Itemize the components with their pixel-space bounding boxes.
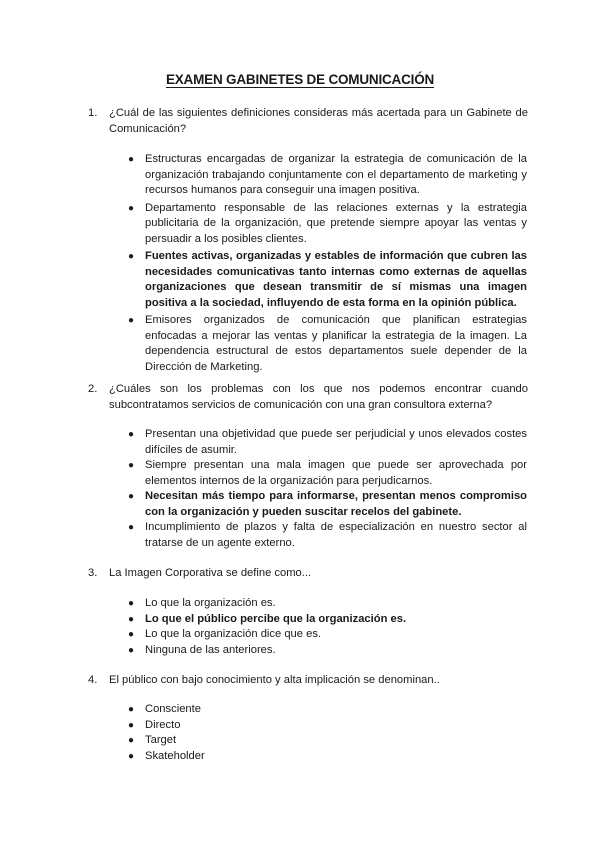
question-2 [88,381,528,413]
question-1-options [128,152,527,375]
question-3-options [128,596,527,658]
question-number: 4. [88,674,98,686]
option-text: Directo [145,718,181,731]
option-text: Presentan una objetividad que puede ser perjudicial y unos elevados costes difíciles de asumir. [145,428,527,456]
bullet-icon: ● [128,719,135,731]
question-4-options [128,702,527,764]
bullet-icon: ● [128,613,135,625]
bullet-icon: ● [128,251,135,262]
bullet-icon: ● [128,644,135,656]
option-text: Siempre presentan una mala imagen que puede ser aprovechada por elementos internos de la organización para perjudicarnos. [145,459,527,487]
bullet-icon: ● [128,491,135,502]
option-item [128,458,527,489]
option-item [128,596,527,612]
bullet-icon: ● [128,202,135,214]
question-number: 1. [88,107,98,119]
option-text: Fuentes activas, organizadas y estables de información que cubren las necesidades comunicativas tanto internas como externas de aquellas organizaciones que desean transmitir de sí mismas una imagen positiva a la sociedad, influyendo de esta forma en la opinión pública. [145,250,527,309]
option-item-correct [128,612,527,628]
option-text: Estructuras encargadas de organizar la estrategia de comunicación de la organización trabajando conjuntamente con el departamento de marketing y recursos humanos para conseguir una imagen positiva. [145,153,527,196]
option-text: Lo que el público percibe que la organización es. [145,612,407,625]
option-item [128,427,527,458]
question-1 [88,105,528,137]
bullet-icon: ● [128,522,135,533]
option-text: Necesitan más tiempo para informarse, presentan menos compromiso con la organización y pueden suscitar recelos del gabinete. [145,490,527,518]
option-item [128,749,527,765]
option-item [128,520,527,551]
option-item-correct [128,489,527,520]
option-text: Lo que la organización es. [145,597,276,609]
option-text: Incumplimiento de plazos y falta de especialización en nuestro sector al tratarse de un agente externo. [145,521,527,549]
bullet-icon: ● [128,598,135,609]
exam-title [0,72,600,87]
question-4 [88,672,528,688]
option-text: Ninguna de las anteriores. [145,643,276,656]
option-item [128,643,527,659]
bullet-icon: ● [128,154,135,165]
bullet-icon: ● [128,629,135,640]
option-item-correct [128,249,527,311]
exam-title-text: EXAMEN GABINETES DE COMUNICACIÓN [165,72,435,87]
option-text: Skateholder [145,749,205,762]
option-item [128,733,527,749]
option-text: Lo que la organización dice que es. [145,628,322,640]
option-item [128,152,527,199]
question-3 [88,565,528,581]
question-text: El público con bajo conocimiento y alta implicación se denominan.. [109,674,440,686]
option-text: Target [145,734,177,746]
bullet-icon: ● [128,429,135,440]
option-item [128,627,527,643]
question-text: ¿Cuál de las siguientes definiciones consideras más acertada para un Gabinete de Comunicación? [109,107,528,135]
bullet-icon: ● [128,704,135,715]
bullet-icon: ● [128,735,135,746]
question-number: 3. [88,567,98,579]
option-text: Emisores organizados de comunicación que planifican estrategias enfocadas a mejorar las ventas y planificar la estrategia de la imagen. La dependencia estructural de estos departamentos suele depender de la Dirección de Marketing. [145,314,527,373]
option-text: Departamento responsable de las relaciones externas y la estrategia publicitaria de la organización, que pretende siempre apoyar las ventas y persuadir a los posibles clientes. [145,201,527,245]
option-item [128,702,527,718]
bullet-icon: ● [128,750,135,762]
bullet-icon: ● [128,460,135,471]
option-item [128,313,527,375]
question-2-options [128,427,527,551]
question-text: La Imagen Corporativa se define como... [109,567,312,579]
bullet-icon: ● [128,315,135,326]
option-item [128,201,527,248]
question-text: ¿Cuáles son los problemas con los que nos podemos encontrar cuando subcontratamos servicios de comunicación con una gran consultora externa? [109,383,528,411]
question-number: 2. [88,383,98,395]
option-text: Consciente [145,703,201,715]
option-item [128,718,527,734]
